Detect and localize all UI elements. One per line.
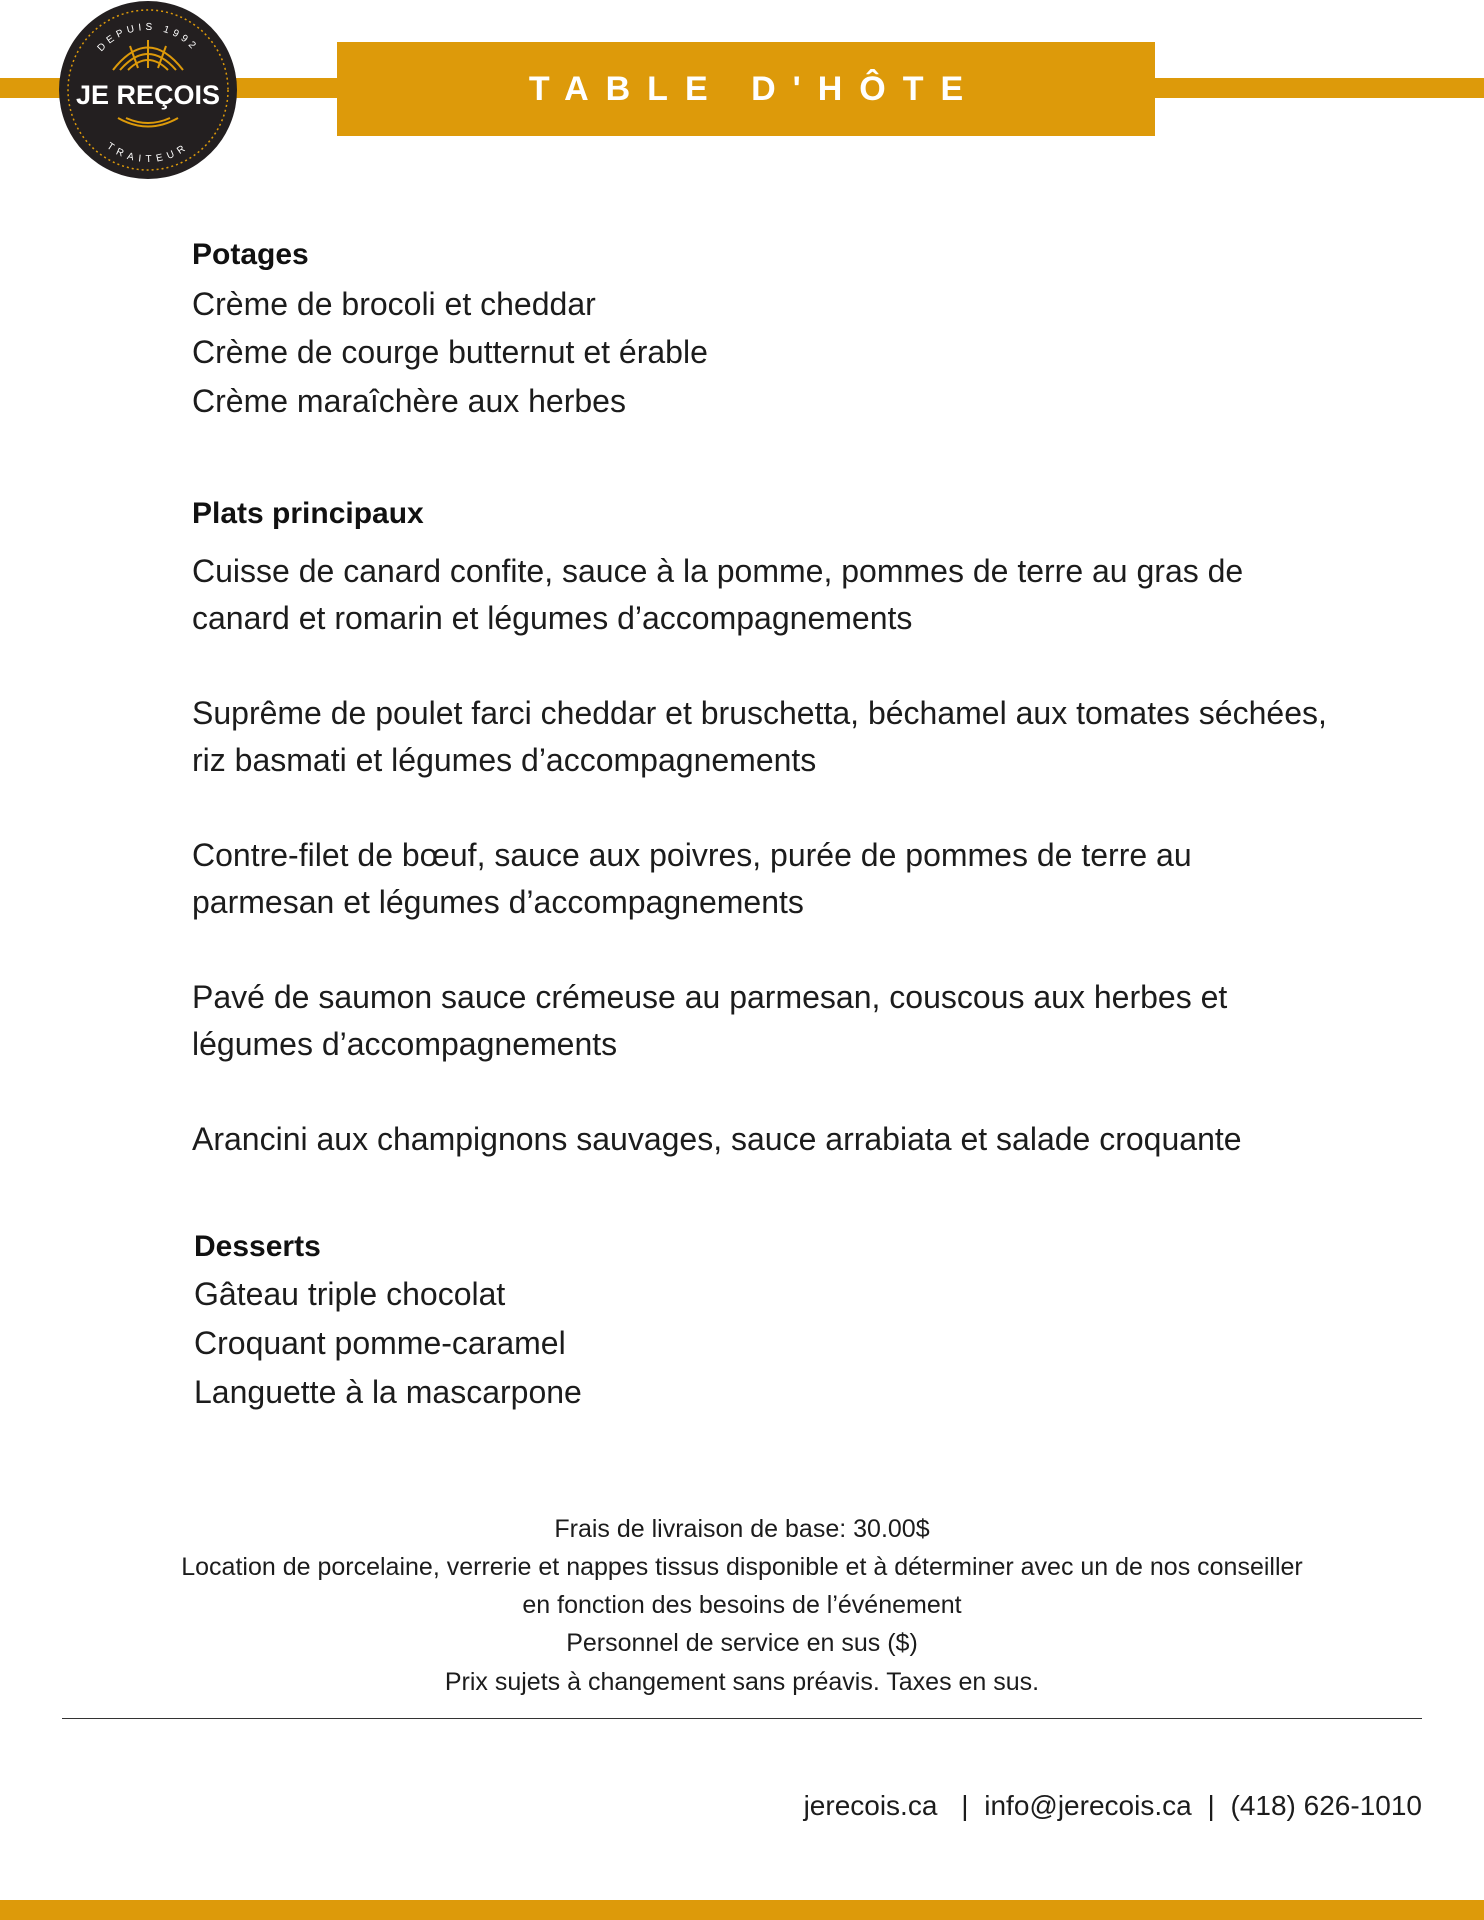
brand-logo bbox=[58, 0, 238, 180]
dessert-item: Croquant pomme-caramel bbox=[194, 1325, 566, 1361]
phone-number[interactable]: (418) 626-1010 bbox=[1230, 1790, 1422, 1821]
dessert-item: Gâteau triple chocolat bbox=[194, 1276, 506, 1312]
dessert-item: Languette à la mascarpone bbox=[194, 1374, 582, 1410]
logo-arc-top: DEPUIS 1992 bbox=[95, 21, 201, 55]
website-link[interactable]: jerecois.ca bbox=[803, 1790, 938, 1821]
footer-accent-line bbox=[0, 1900, 1484, 1920]
plat-item: Contre-filet de bœuf, sauce aux poivres, purée de pommes de terre au parmesan et légumes d’accompagnements bbox=[192, 837, 1192, 920]
section-title-desserts: Desserts bbox=[194, 1230, 321, 1263]
footer-note: en fonction des besoins de l’événement bbox=[522, 1591, 962, 1619]
plat-item: Arancini aux champignons sauvages, sauce arrabiata et salade croquante bbox=[192, 1121, 1242, 1157]
logo-arc-bottom: TRAITEUR bbox=[104, 140, 192, 166]
plat-item: Suprême de poulet farci cheddar et bruschetta, béchamel aux tomates séchées, riz basmati et légumes d’accompagnements bbox=[192, 695, 1327, 778]
footer-note: Frais de livraison de base: 30.00$ bbox=[554, 1515, 930, 1543]
section-title-plats: Plats principaux bbox=[192, 497, 424, 530]
footer-note: Personnel de service en sus ($) bbox=[566, 1629, 918, 1657]
contact-line bbox=[804, 1790, 1422, 1822]
footer-note: Prix sujets à changement sans préavis. Taxes en sus. bbox=[444, 1668, 1040, 1696]
logo-name: JE REÇOIS bbox=[75, 80, 221, 110]
plat-item: Pavé de saumon sauce crémeuse au parmesan, couscous aux herbes et légumes d’accompagnements bbox=[192, 979, 1228, 1062]
title-banner bbox=[337, 42, 1155, 136]
footer-note: Location de porcelaine, verrerie et nappes tissus disponible et à déterminer avec un de nos conseiller bbox=[181, 1553, 1303, 1581]
section-title-potages: Potages bbox=[192, 238, 309, 271]
potage-item: Crème de courge butternut et érable bbox=[192, 334, 708, 370]
potage-item: Crème de brocoli et cheddar bbox=[192, 286, 596, 322]
page-title: TABLE D'HÔTE bbox=[528, 69, 981, 108]
email-link[interactable]: info@jerecois.ca bbox=[984, 1790, 1192, 1821]
separator: | bbox=[1207, 1790, 1215, 1821]
plat-item: Cuisse de canard confite, sauce à la pomme, pommes de terre au gras de canard et romarin et légumes d’accompagnements bbox=[192, 553, 1244, 636]
separator: | bbox=[961, 1790, 969, 1821]
potage-item: Crème maraîchère aux herbes bbox=[192, 383, 626, 419]
footer-divider bbox=[62, 1718, 1422, 1719]
